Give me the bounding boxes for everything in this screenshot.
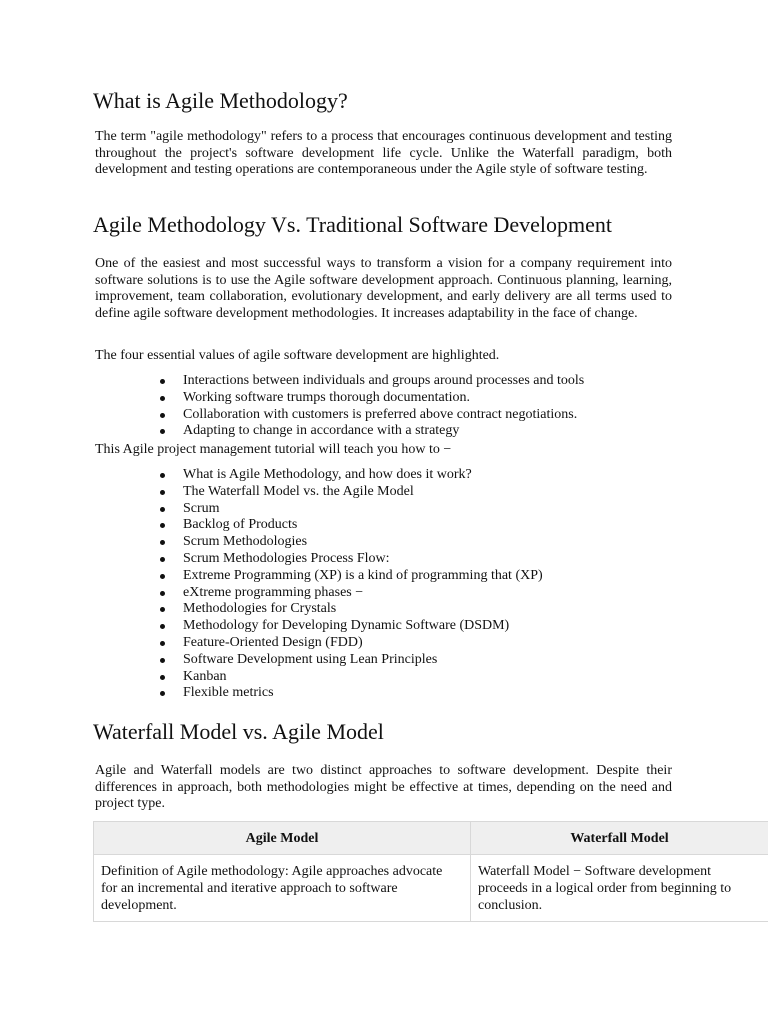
bullet-icon [160, 540, 165, 545]
bullet-icon [160, 641, 165, 646]
heading-what-is-agile: What is Agile Methodology? [93, 88, 348, 113]
bullet-icon [160, 490, 165, 495]
list-item: Scrum Methodologies Process Flow: [0, 551, 768, 568]
list-item: Kanban [0, 669, 768, 686]
list-item: Software Development using Lean Principles [0, 652, 768, 669]
heading-waterfall-vs-agile: Waterfall Model vs. Agile Model [93, 719, 384, 744]
list-item: Extreme Programming (XP) is a kind of programming that (XP) [0, 568, 768, 585]
bullet-icon [160, 413, 165, 418]
cell-agile-definition: Definition of Agile methodology: Agile approaches advocate for an incremental and iterative approach to software development. [94, 855, 471, 922]
paragraph-agile-definition: The term "agile methodology" refers to a process that encourages continuous development and testing throughout the project's software development life cycle. Unlike the Waterfall paradigm, both development and testing operations are contemporaneous under the Agile style of software testing. [95, 129, 672, 178]
paragraph-tutorial-intro: This Agile project management tutorial will teach you how to − [95, 442, 452, 457]
list-item: Working software trumps thorough documentation. [0, 390, 768, 407]
list-item: Methodology for Developing Dynamic Software (DSDM) [0, 618, 768, 635]
list-item: Flexible metrics [0, 685, 768, 702]
paragraph-waterfall-vs-agile: Agile and Waterfall models are two distinct approaches to software development. Despite their differences in approach, both methodologies might be effective at times, depending on the need and project type. [95, 763, 672, 812]
header-agile-model: Agile Model [94, 822, 471, 855]
bullet-icon [160, 429, 165, 434]
bullet-icon [160, 396, 165, 401]
list-item: Scrum Methodologies [0, 534, 768, 551]
bullet-icon [160, 557, 165, 562]
bullet-icon [160, 675, 165, 680]
list-item: The Waterfall Model vs. the Agile Model [0, 484, 768, 501]
heading-agile-vs-traditional: Agile Methodology Vs. Traditional Software Development [93, 212, 612, 237]
list-item: Methodologies for Crystals [0, 601, 768, 618]
paragraph-values-intro: The four essential values of agile software development are highlighted. [95, 348, 500, 363]
topics-list [0, 467, 768, 702]
bullet-icon [160, 574, 165, 579]
list-item: Feature-Oriented Design (FDD) [0, 635, 768, 652]
paragraph-agile-approach: One of the easiest and most successful ways to transform a vision for a company requirement into software solutions is to use the Agile software development approach. Continuous planning, learning, improvement, team collaboration, evolutionary development, and early delivery are all terms used to define agile software development methodologies. It increases adaptability in the face of change. [95, 256, 672, 321]
bullet-icon [160, 523, 165, 528]
list-item: What is Agile Methodology, and how does it work? [0, 467, 768, 484]
bullet-icon [160, 607, 165, 612]
list-item: Scrum [0, 501, 768, 518]
comparison-table [93, 821, 768, 922]
bullet-icon [160, 473, 165, 478]
bullet-icon [160, 624, 165, 629]
bullet-icon [160, 507, 165, 512]
bullet-icon [160, 658, 165, 663]
table-header-row [94, 822, 768, 855]
header-waterfall-model: Waterfall Model [471, 822, 768, 855]
bullet-icon [160, 379, 165, 384]
table-row [94, 855, 768, 922]
list-item: Interactions between individuals and groups around processes and tools [0, 373, 768, 390]
cell-waterfall-definition: Waterfall Model − Software development proceeds in a logical order from beginning to conclusion. [471, 855, 768, 922]
list-item: Backlog of Products [0, 517, 768, 534]
list-item: Adapting to change in accordance with a strategy [0, 423, 768, 440]
list-item: Collaboration with customers is preferred above contract negotiations. [0, 407, 768, 424]
list-item: eXtreme programming phases − [0, 585, 768, 602]
bullet-icon [160, 591, 165, 596]
bullet-icon [160, 691, 165, 696]
values-list [0, 373, 768, 440]
